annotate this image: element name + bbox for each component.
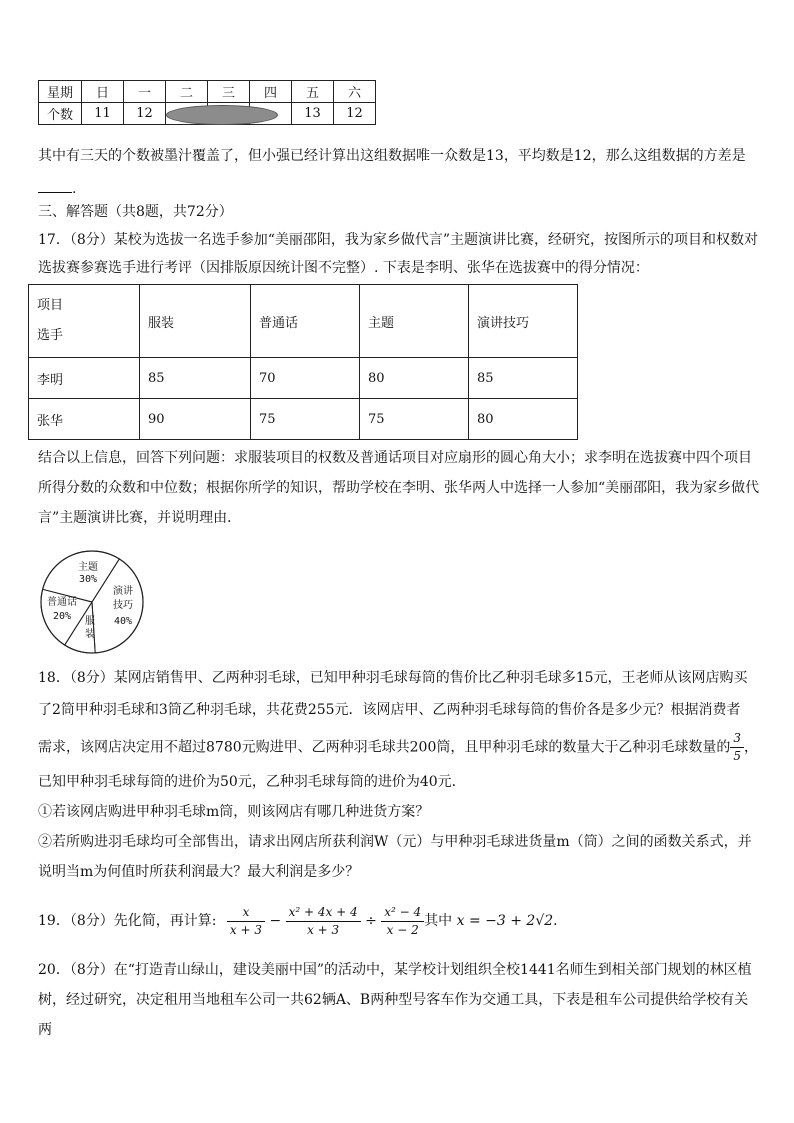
q17-line-5: 言”主题演讲比赛，并说明理由． xyxy=(38,510,242,526)
q16-answer-line xyxy=(38,178,76,199)
q18-line-2: 了2筒甲种羽毛球和3筒乙种羽毛球，共花费255元．该网店甲、乙两种羽毛球每筒的售价各是多少元？根据消费者 xyxy=(38,702,741,718)
divide-operator: ÷ xyxy=(365,913,377,929)
slice-label-speech-1: 演讲 xyxy=(113,586,133,597)
table-row xyxy=(29,358,578,399)
score-table xyxy=(28,284,578,440)
q18-line-7: 说明当m为何值时所获利润最大？最大利润是多少？ xyxy=(38,864,360,880)
day-cell: 四 xyxy=(250,81,292,103)
fraction-denominator: x − 2 xyxy=(386,922,419,937)
q18-line-1: 18．（8分）某网店销售甲、乙两种羽毛球，已知甲种羽毛球每筒的售价比乙种羽毛球多15元，王老师从该网店购买 xyxy=(38,670,748,686)
slice-pct-mandarin: 20% xyxy=(52,611,72,622)
day-cell: 一 xyxy=(124,81,166,103)
fraction-numerator: x² + 4x + 4 xyxy=(286,904,361,922)
weight-pie-chart xyxy=(36,548,148,656)
slice-pct-theme: 30% xyxy=(78,574,98,585)
weekday-count-table xyxy=(38,80,376,125)
fraction-denominator: 5 xyxy=(733,749,741,763)
q19-prefix: 19．（8分）先化简，再计算: xyxy=(38,913,217,929)
day-cell: 日 xyxy=(82,81,124,103)
q20-line-2: 树，经过研究，决定租用当地租车公司一共62辆A、B两种型号客车作为交通工具，下表是租车公司提供给学校有关 xyxy=(38,992,749,1008)
q18-line-3-end: ， xyxy=(744,739,758,756)
table-row xyxy=(39,81,376,103)
column-header: 主题 xyxy=(360,285,469,358)
column-header: 服装 xyxy=(140,285,251,358)
answer-blank xyxy=(38,178,72,193)
score-cell: 90 xyxy=(140,399,251,440)
period: . xyxy=(72,181,77,197)
slice-label-clothing-1: 服 xyxy=(85,616,95,627)
q17-line-4: 所得分数的众数和中位数；根据你所学的知识，帮助学校在李明、张华两人中选择一人参加“美丽邵阳，我为家乡做代 xyxy=(38,480,760,496)
ink-blot xyxy=(166,105,278,125)
fraction-denominator: x + 3 xyxy=(229,922,262,937)
fraction-numerator: 3 xyxy=(730,730,744,748)
corner-contestant: 选手 xyxy=(37,328,64,343)
contestant-name: 李明 xyxy=(29,358,140,399)
slice-label-speech-2: 技巧 xyxy=(113,600,133,611)
row-header-count: 个数 xyxy=(39,103,82,125)
day-cell: 六 xyxy=(334,81,376,103)
contestant-name: 张华 xyxy=(29,399,140,440)
q19-line xyxy=(38,898,558,944)
score-cell: 70 xyxy=(251,358,360,399)
period: . xyxy=(553,913,558,929)
fraction-2 xyxy=(286,904,361,939)
slice-label-mandarin: 普通话 xyxy=(47,597,77,608)
q19-where: 其中 xyxy=(424,913,453,929)
score-cell: 85 xyxy=(140,358,251,399)
count-cell: 11 xyxy=(82,103,124,125)
slice-label-clothing-2: 装 xyxy=(85,629,95,640)
score-cell: 80 xyxy=(360,358,469,399)
corner-header xyxy=(29,285,140,358)
score-cell: 75 xyxy=(251,399,360,440)
fraction-numerator: x xyxy=(227,904,265,922)
count-cell: 12 xyxy=(334,103,376,125)
corner-item: 项目 xyxy=(37,298,64,313)
row-header-weekday: 星期 xyxy=(39,81,82,103)
q18-line-3-text: 需求，该网店决定用不超过8780元购进甲、乙两种羽毛球共200筒，且甲种羽毛球的数量大于乙种羽毛球数量的 xyxy=(38,739,731,756)
q20-line-1: 20．（8分）在“打造青山绿山，建设美丽中国”的活动中，某学校计划组织全校1441名师生到相关部门规划的林区植 xyxy=(38,962,752,978)
x-value: x = −3 + 2√2 xyxy=(456,913,554,929)
fraction-denominator: x + 3 xyxy=(307,922,340,937)
q18-line-3 xyxy=(38,730,758,765)
fraction-3 xyxy=(381,904,424,939)
q16-text: 其中有三天的个数被墨汁覆盖了，但小强已经计算出这组数据唯一众数是13，平均数是12，那么这组数据的方差是 xyxy=(38,148,746,164)
slice-label-theme: 主题 xyxy=(78,562,98,573)
column-header: 演讲技巧 xyxy=(469,285,578,358)
q18-line-4: 已知甲种羽毛球每筒的进价为50元，乙种羽毛球每筒的进价为40元． xyxy=(38,774,466,790)
day-cell: 五 xyxy=(292,81,334,103)
day-cell: 二 xyxy=(166,81,208,103)
table-row xyxy=(29,399,578,440)
q17-line-1: 17．（8分）某校为选拔一名选手参加“美丽邵阳，我为家乡做代言”主题演讲比赛，经研究，按图所示的项目和权数对 xyxy=(38,232,759,248)
score-cell: 85 xyxy=(469,358,578,399)
score-cell: 75 xyxy=(360,399,469,440)
table-row xyxy=(39,103,376,125)
score-cell: 80 xyxy=(469,399,578,440)
table-row xyxy=(29,285,578,358)
column-header: 普通话 xyxy=(251,285,360,358)
q18-item-2: ②若所购进羽毛球均可全部售出，请求出网店所获利润W（元）与甲种羽毛球进货量m（筒）之间的函数关系式，并 xyxy=(38,834,752,850)
q20-line-3: 两 xyxy=(38,1022,52,1038)
count-cell-covered xyxy=(166,103,208,125)
slice-pct-speech: 40% xyxy=(113,616,133,627)
q17-line-3: 结合以上信息，回答下列问题：求服装项目的权数及普通话项目对应扇形的圆心角大小；求李明在选拔赛中四个项目 xyxy=(38,450,752,466)
count-cell: 12 xyxy=(124,103,166,125)
fraction-numerator: x² − 4 xyxy=(381,904,424,922)
q17-line-2: 选拔赛参赛选手进行考评（因排版原因统计图不完整）. 下表是李明、张华在选拔赛中的得分情况： xyxy=(38,260,649,276)
section-heading: 三、解答题（共8题，共72分） xyxy=(38,204,233,220)
minus-operator: − xyxy=(269,913,282,929)
fraction-1 xyxy=(227,904,265,939)
day-cell: 三 xyxy=(208,81,250,103)
fraction-three-fifths xyxy=(730,730,744,765)
q18-item-1: ①若该网店购进甲种羽毛球m筒，则该网店有哪几种进货方案？ xyxy=(38,804,430,820)
count-cell: 13 xyxy=(292,103,334,125)
